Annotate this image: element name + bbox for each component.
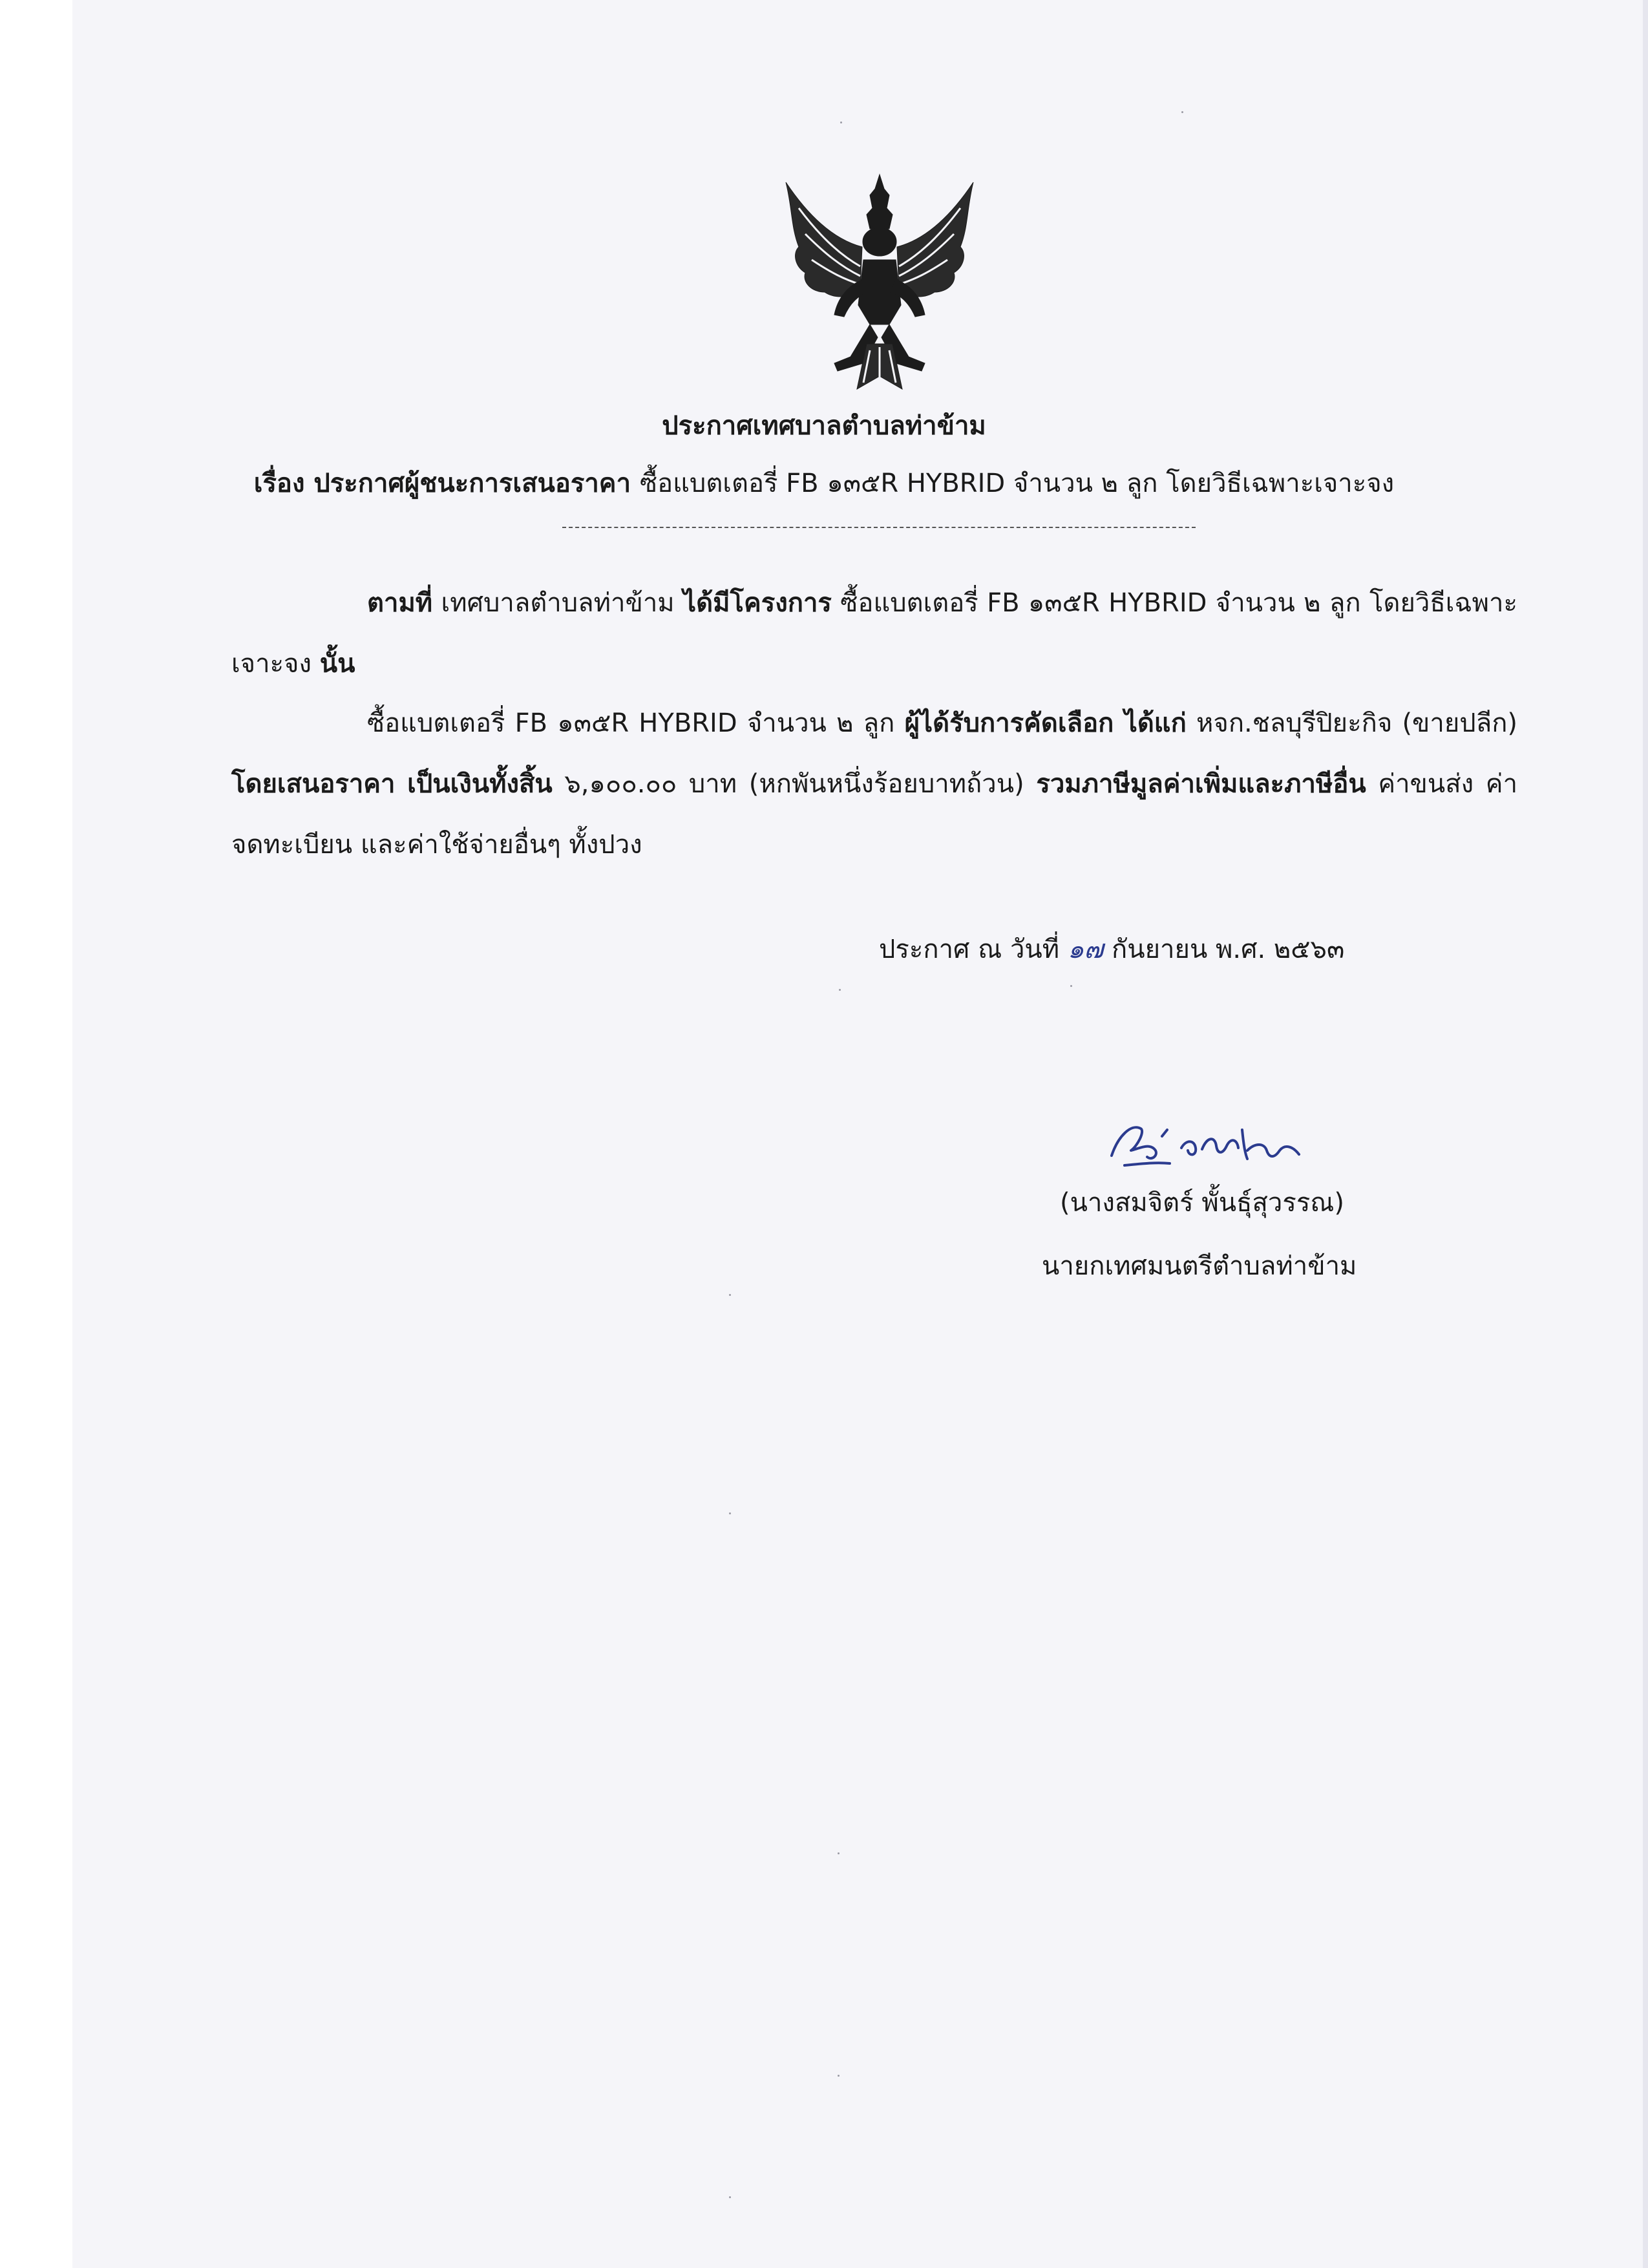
scan-speck [840,122,842,123]
announcement-date [879,928,1344,970]
p2-text-4: ค่าขนส่ง ค่าจดทะเบียน และค่าใช้จ่ายอื่นๆ ทั้งปวง [231,769,1518,860]
scan-speck [838,2075,840,2077]
scan-speck [838,1852,840,1854]
scan-speck [729,1294,731,1296]
date-day: ๑๗ [1067,935,1104,964]
p2-bold-2: โดยเสนอราคา [231,769,396,799]
scan-margin [0,0,72,2268]
p2-bold-3: เป็นเงินทั้งสิ้น [407,769,553,799]
p2-text-1: ซื้อแบตเตอรี่ FB ๑๓๕R HYBRID จำนวน ๒ ลูก [367,708,895,738]
paragraph-2 [231,693,1517,875]
scan-speck [1181,111,1183,113]
subject-prefix: เรื่อง ประกาศผู้ชนะการเสนอราคา [253,469,631,498]
p1-lead: ตามที่ [367,588,433,618]
scan-speck [839,989,841,991]
p2-bold-1: ผู้ได้รับการคัดเลือก ได้แก่ [904,708,1187,738]
p1-text-2: ซื้อแบตเตอรี่ FB ๑๓๕R HYBRID จำนวน ๒ ลูก โดยวิธีเฉพาะเจาะจง [231,588,1517,679]
document-title: ประกาศเทศบาลตำบลท่าข้าม [662,411,986,441]
document-subject [0,462,1648,503]
date-prefix: ประกาศ ณ วันที่ [879,935,1060,964]
scan-speck [1070,985,1072,987]
subject-detail: ซื้อแบตเตอรี่ FB ๑๓๕R HYBRID จำนวน ๒ ลูก โดยวิธีเฉพาะเจาะจง [639,469,1395,498]
p1-bold: ได้มีโครงการ [683,588,832,618]
p2-text-2: หจก.ชลบุรีปิยะกิจ (ขายปลีก) [1196,708,1518,738]
separator-line [562,527,1196,528]
scan-speck [729,1512,731,1514]
scan-speck [729,2196,731,2198]
p1-end: นั้น [319,649,355,679]
p2-text-3: ๖,๑๐๐.๐๐ บาท (หกพันหนึ่งร้อยบาทถ้วน) [564,769,1024,799]
paragraph-1 [231,573,1517,694]
p2-bold-4: รวมภาษีมูลค่าเพิ่มและภาษีอื่น [1036,769,1366,799]
signatory-position: นายกเทศมนตรีตำบลท่าข้าม [1042,1251,1357,1281]
page-edge [1643,0,1648,2268]
signature-icon [1105,1110,1305,1182]
p1-text-1: เทศบาลตำบลท่าข้าม [441,588,675,618]
garuda-emblem-icon [773,169,986,402]
date-month-year: กันยายน พ.ศ. ๒๕๖๓ [1112,935,1345,964]
signatory-name: (นางสมจิตร์ พั้นธุ์สุวรรณ) [1060,1188,1345,1218]
